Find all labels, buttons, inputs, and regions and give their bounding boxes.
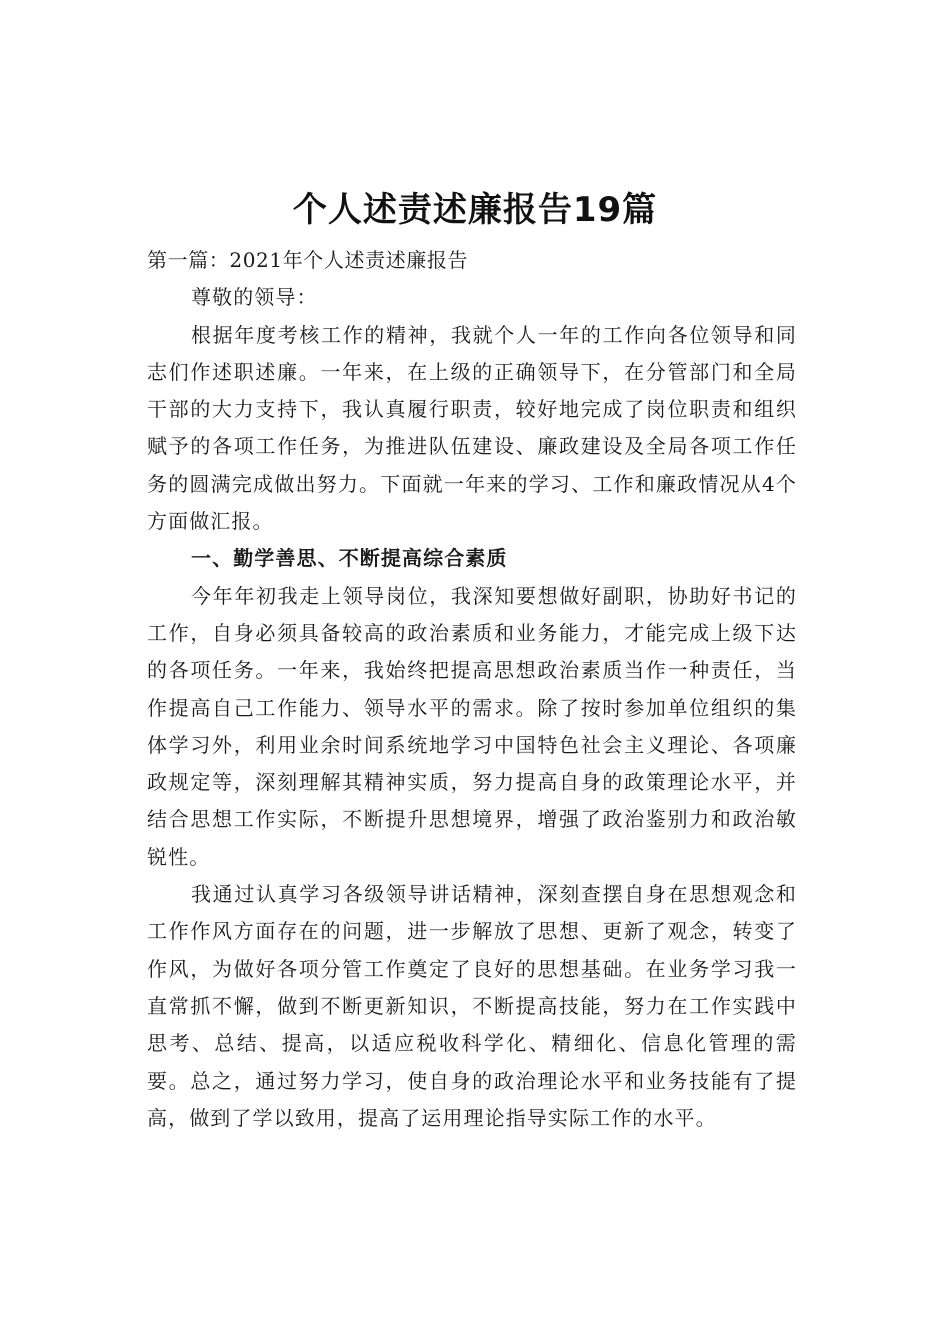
body-paragraph-study: 今年年初我走上领导岗位，我深知要想做好副职，协助好书记的工作，自身必须具备较高的政治素质和业务能力，才能完成上级下达的各项任务。一年来，我始终把提高思想政治素质当作一种责任，当作提高自己工作能力、领导水平的需求。除了按时参加单位组织的集体学习外，利用业余时间系统地学习中国特色社会主义理论、各项廉政规定等，深刻理解其精神实质，努力提高自身的政策理论水平，并结合思想工作实际，不断提升思想境界，增强了政治鉴别力和政治敏锐性。 <box>147 583 797 869</box>
section-heading: 一、勤学善思、不断提高综合素质 <box>191 546 508 571</box>
article-subtitle: 第一篇：2021年个人述责述廉报告 <box>147 248 469 272</box>
salutation: 尊敬的领导： <box>191 285 318 310</box>
body-paragraph-learning: 我通过认真学习各级领导讲话精神，深刻查摆自身在思想观念和工作作风方面存在的问题，进一步解放了思想、更新了观念，转变了作风，为做好各项分管工作奠定了良好的思想基础。在业务学习我一直常抓不懈，做到不断更新知识，不断提高技能，努力在工作实践中思考、总结、提高，以适应税收科学化、精细化、信息化管理的需要。总之，通过努力学习，使自身的政治理论水平和业务技能有了提高，做到了学以致用，提高了运用理论指导实际工作的水平。 <box>147 882 797 1130</box>
body-paragraph-intro: 根据年度考核工作的精神，我就个人一年的工作向各位领导和同志们作述职述廉。一年来，在上级的正确领导下，在分管部门和全局干部的大力支持下，我认真履行职责，较好地完成了岗位职责和组织赋予的各项工作任务，为推进队伍建设、廉政建设及全局各项工作任务的圆满完成做出努力。下面就一年来的学习、工作和廉政情况从4个方面做汇报。 <box>147 322 797 534</box>
document-title: 个人述责述廉报告19篇 <box>292 190 658 230</box>
document-body <box>147 242 797 1137</box>
